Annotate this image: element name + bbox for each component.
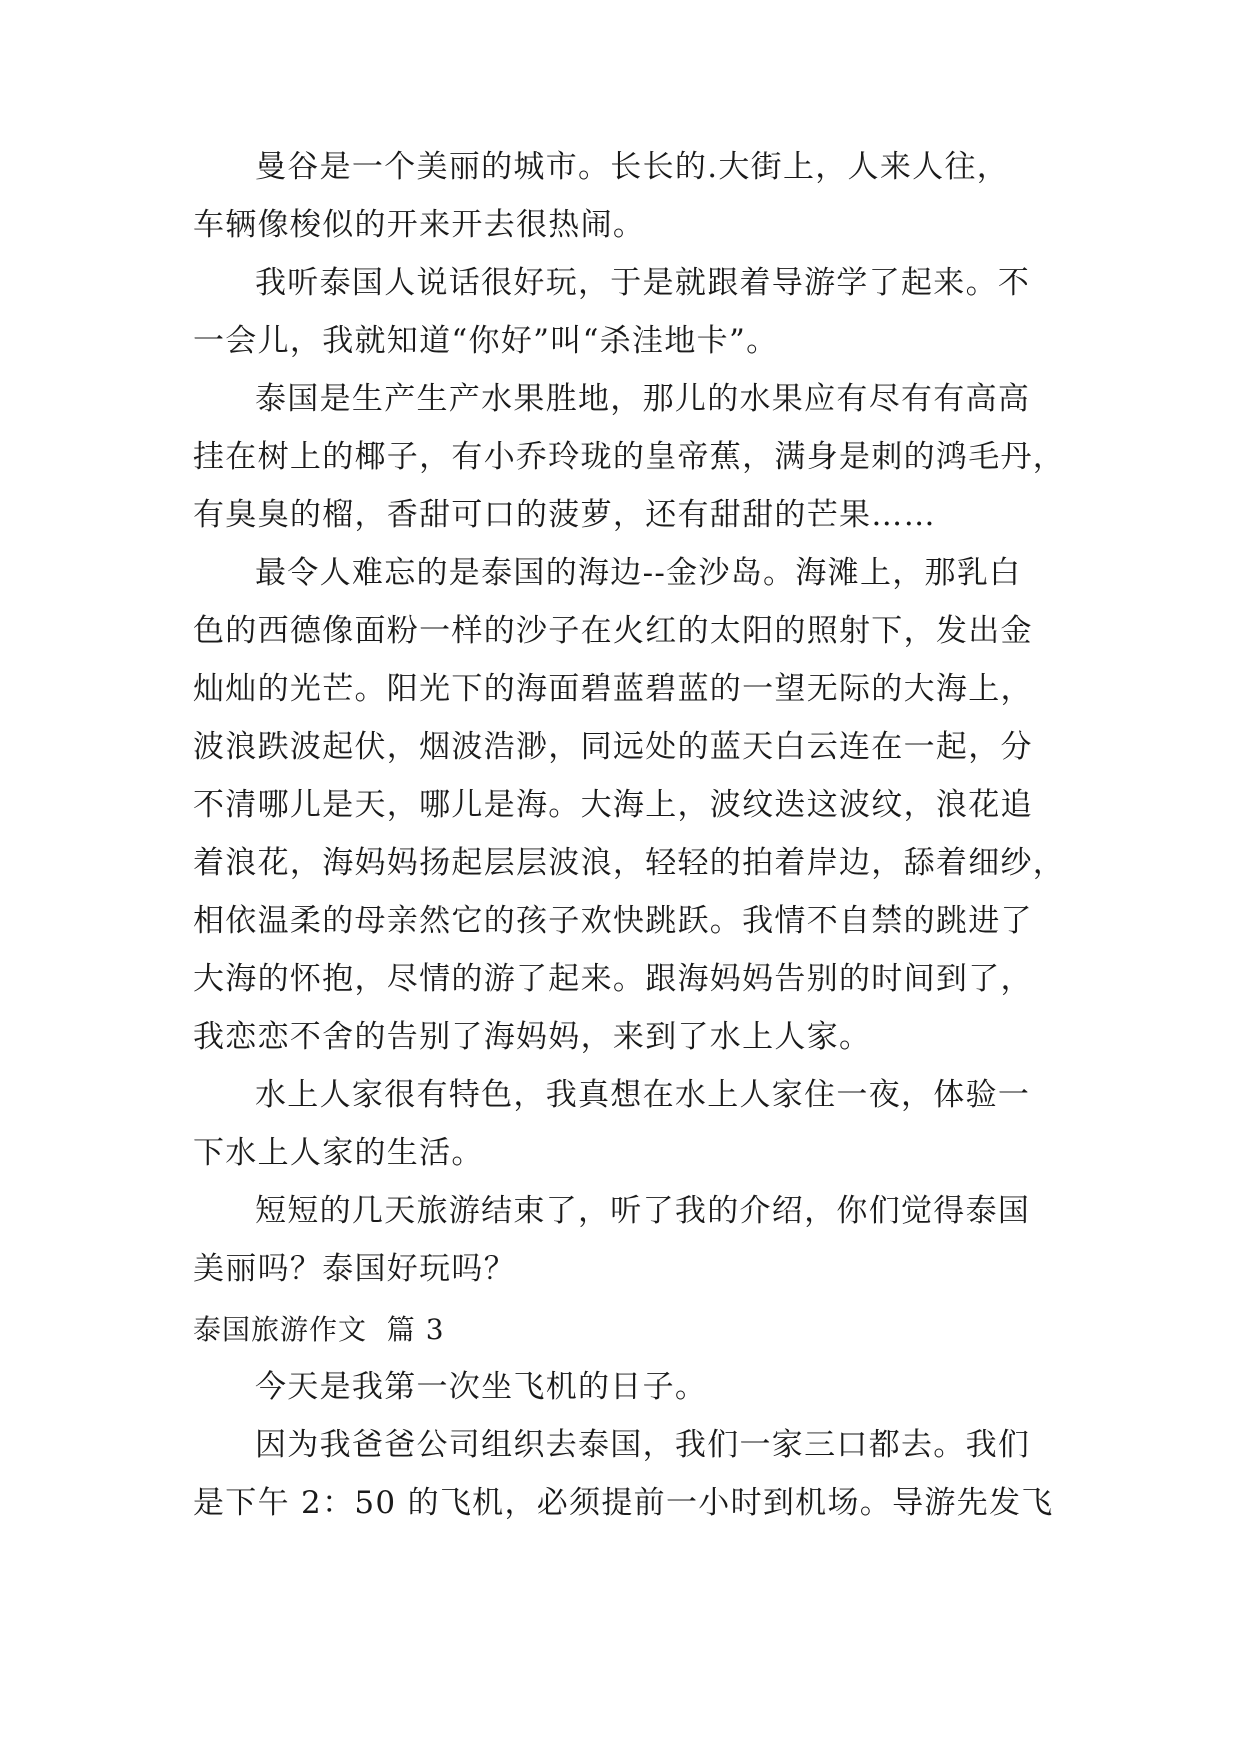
paragraph-8-line-1: 因为我爸爸公司组织去泰国，我们一家三口都去。我们 — [255, 1427, 1031, 1463]
paragraph-5-line-2: 下水上人家的生活。 — [193, 1135, 484, 1171]
paragraph-2-line-1: 我听泰国人说话很好玩，于是就跟着导游学了起来。不 — [255, 265, 1031, 301]
paragraph-4-line-2: 色的西德像面粉一样的沙子在火红的太阳的照射下，发出金 — [193, 613, 1033, 649]
paragraph-3-line-2: 挂在树上的椰子，有小乔玲珑的皇帝蕉，满身是刺的鸿毛丹， — [193, 439, 1066, 475]
paragraph-4-line-7: 相依温柔的母亲然它的孩子欢快跳跃。我情不自禁的跳进了 — [193, 903, 1033, 939]
paragraph-4-line-1: 最令人难忘的是泰国的海边--金沙岛。海滩上，那乳白 — [255, 555, 1022, 591]
paragraph-7-line-1: 今天是我第一次坐飞机的日子。 — [255, 1369, 708, 1405]
paragraph-4-line-3: 灿灿的光芒。阳光下的海面碧蓝碧蓝的一望无际的大海上， — [193, 671, 1033, 707]
paragraph-6-line-1: 短短的几天旅游结束了，听了我的介绍，你们觉得泰国 — [255, 1193, 1031, 1229]
paragraph-2-line-2: 一会儿，我就知道“你好”叫“杀洼地卡”。 — [193, 323, 779, 359]
paragraph-4-line-4: 波浪跌波起伏，烟波浩渺，同远处的蓝天白云连在一起，分 — [193, 729, 1033, 765]
paragraph-8-line-2: 是下午 2：50 的飞机，必须提前一小时到机场。导游先发飞 — [193, 1485, 1054, 1521]
paragraph-1-line-2: 车辆像梭似的开来开去很热闹。 — [193, 207, 646, 243]
paragraph-6-line-2: 美丽吗？泰国好玩吗？ — [193, 1251, 516, 1287]
paragraph-1-line-1: 曼谷是一个美丽的城市。长长的.大街上，人来人往， — [255, 149, 1010, 185]
paragraph-4-line-5: 不清哪儿是天，哪儿是海。大海上，波纹迭这波纹，浪花追 — [193, 787, 1033, 823]
paragraph-4-line-6: 着浪花，海妈妈扬起层层波浪，轻轻的拍着岸边，舔着细纱， — [193, 845, 1066, 881]
paragraph-3-line-1: 泰国是生产生产水果胜地，那儿的水果应有尽有有高高 — [255, 381, 1031, 417]
paragraph-3-line-3: 有臭臭的榴，香甜可口的菠萝，还有甜甜的芒果…… — [193, 497, 936, 533]
section-heading: 泰国旅游作文 篇 3 — [193, 1313, 445, 1346]
paragraph-4-line-9: 我恋恋不舍的告别了海妈妈，来到了水上人家。 — [193, 1019, 872, 1055]
paragraph-4-line-8: 大海的怀抱，尽情的游了起来。跟海妈妈告别的时间到了， — [193, 961, 1033, 997]
paragraph-5-line-1: 水上人家很有特色，我真想在水上人家住一夜，体验一 — [255, 1077, 1031, 1113]
